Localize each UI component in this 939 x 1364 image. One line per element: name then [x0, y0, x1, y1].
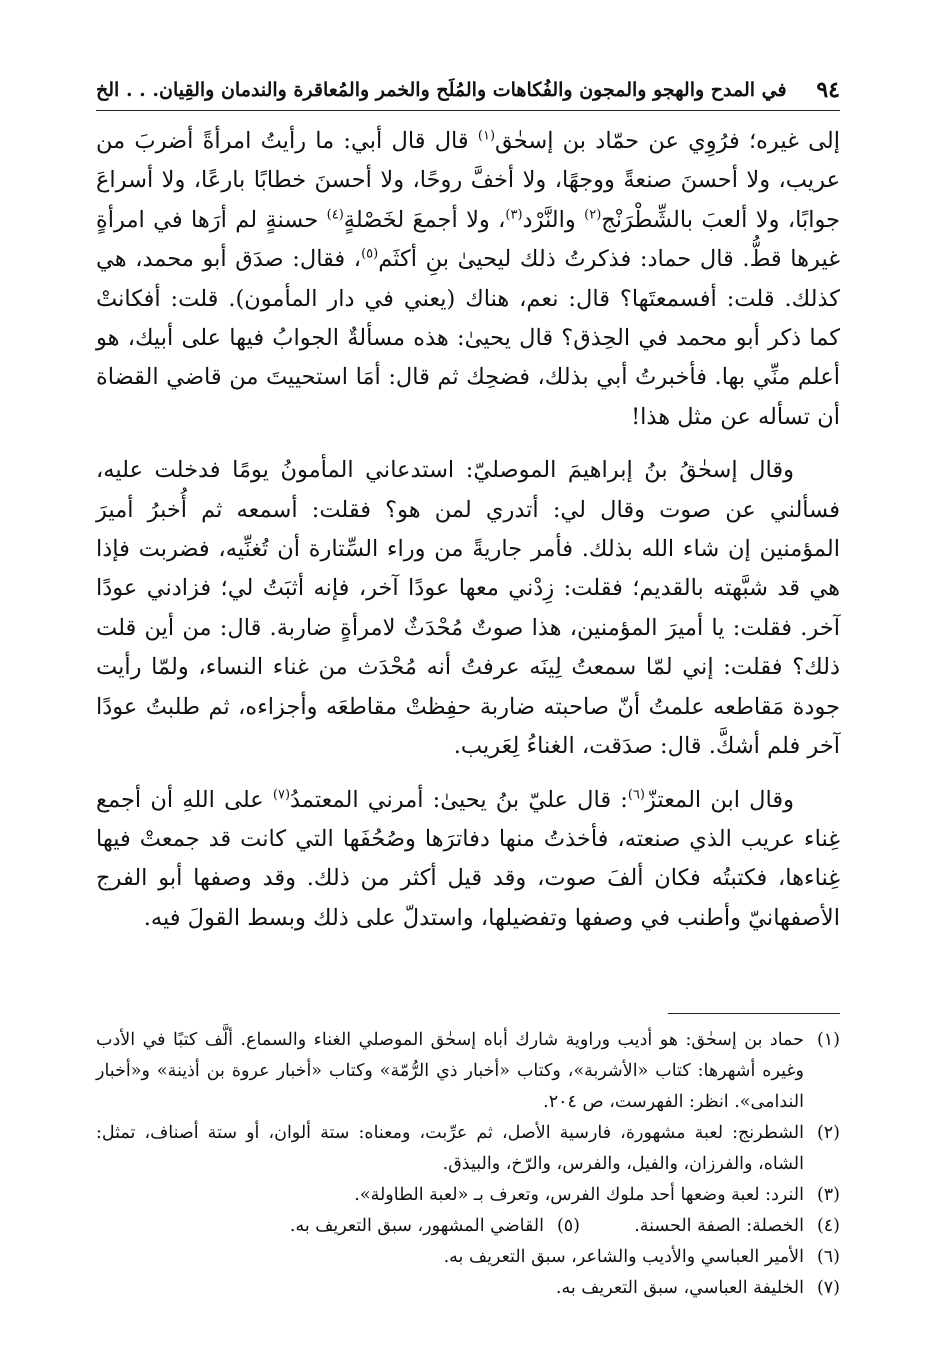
running-title: في المدح والهجو والمجون والفُكاهات والمُلَح والخمر والمُعاقرة والندمان والقِيان. . . الخ — [96, 79, 787, 101]
page-header — [96, 70, 840, 111]
footnote-text: الشطرنج: لعبة مشهورة، فارسية الأصل، ثم عرِّبت، ومعناه: ستة ألوان، أو ستة أصناف، تمثل: الشاه، والفرزان، والفيل، والفرس، والرّخ، والبيذق. — [96, 1123, 804, 1174]
footnote-5 — [290, 1211, 580, 1242]
footnote-number: (٢) — [816, 1123, 840, 1143]
footnotes — [96, 1025, 840, 1304]
footnote-number: (٧) — [816, 1278, 840, 1298]
paragraph-1-text-d: ، ولا أجمعَ لخَصْلةٍ — [343, 206, 506, 233]
footnote-text: الأمير العباسي والأديب والشاعر، سبق التعريف به. — [443, 1247, 804, 1267]
paragraph-3-text-c: على اللهِ أن أجمع غِناء عريب الذي صنعته، فأخذتُ منها دفاترَها وصُحُفَها التي كانت قد جمعتْ فيها غِناءها، فكتبتُه فكان ألفَ صوت، وقد قيل أكثر من ذلك. وقد وصفها أبو الفرج الأصفهانيّ وأطنب في وصفها وتفضيلها، واستدلّ على ذلك وبسط القولَ فيه. — [96, 786, 840, 931]
paragraph-1-text-a: إلى غيره؛ فرُوِي عن حمّاد بن إسحٰق — [495, 128, 840, 154]
paragraph-1-text-c: والنَّرْد — [522, 206, 585, 233]
paragraph-1-text-b: قال قال أبي: ما رأيتُ امرأةً أضربَ من عريب، ولا أحسنَ صنعةً ووجهًا، ولا أخفَّ روحًا، ولا أحسنَ خطابًا بارعًا، ولا أسراعَ جوابًا، ولا ألعبَ بالشِّطْرَنْج — [96, 128, 841, 233]
footnote-4 — [580, 1211, 840, 1242]
paragraph-3-text-a: وقال ابن المعتزّ — [645, 786, 794, 813]
footnote-ref-6: (٦) — [627, 787, 645, 802]
footnote-2 — [96, 1118, 840, 1180]
footnote-ref-1: (١) — [477, 128, 496, 144]
main-text — [96, 122, 840, 952]
footnote-text: الخصلة: الصفة الحسنة. — [634, 1216, 804, 1236]
paragraph-3-text-b: : قال عليّ بنُ يحيىٰ: أمرني المعتمدُ — [290, 786, 628, 813]
paragraph-1 — [96, 122, 840, 437]
footnote-text: الخليفة العباسي، سبق التعريف به. — [555, 1278, 804, 1298]
footnote-number: (١) — [816, 1030, 840, 1050]
paragraph-1-text-f: ، فقال: صدَق أبو محمد، هي كذلك. قلت: أفسمعتَها؟ قال: نعم، هناك (يعني في دار المأمون). قلت: أفكانتْ كما ذكر أبو محمد في الحِذق؟ قال يحيىٰ: هذه مسألةٌ الجوابُ فيها على أبيك، هو أعلم منِّي بها. فأخبرتُ أبي بذلك، فضحِك ثم قال: أمَا استحييتَ من قاضي القضاة أن تسأله عن مثل هذا! — [96, 246, 840, 430]
footnote-ref-3: (٣) — [505, 207, 523, 223]
footnote-divider — [668, 1013, 840, 1014]
footnote-3 — [96, 1180, 840, 1211]
page-number: ٩٤ — [816, 77, 840, 103]
paragraph-2: وقال إسحٰقُ بنُ إبراهيمَ الموصليّ: استدعاني المأمونُ يومًا فدخلت عليه، فسألني عن صوت وقال لي: أتدري لمن هو؟ فقلت: أسمعه ثم أُخبرُ أميرَ المؤمنين إن شاء الله بذلك. فأمر جاريةً من وراء السِّتارة أن تُغنِّيه، فضربت فإذا هي قد شبَّهته بالقديم؛ فقلت: زِدْني معها عودًا آخر، فإنه أثبَتُ لي؛ فزادني عودًا آخر. فقلت: يا أميرَ المؤمنين، هذا صوتٌ مُحْدَثٌ لامرأةٍ ضاربة. قال: من أين قلت ذلك؟ فقلت: إني لمّا سمعتُ لِينَه عرفتُ أنه مُحْدَث من غناء النساء، ولمّا رأيت جودة مَقاطعه علمتُ أنّ صاحبته ضاربة حفِظتْ مقاطعَه وأجزاءه، ثم طلبتُ عودًا آخر فلم أشكَّ. قال: صدَقت، الغناءُ لِعَريب. — [96, 457, 840, 760]
footnote-number: (٦) — [816, 1247, 840, 1267]
footnote-7 — [96, 1273, 840, 1304]
footnote-number: (٤) — [816, 1216, 840, 1236]
footnote-ref-2: (٢) — [584, 207, 602, 223]
footnote-ref-4: (٤) — [326, 207, 344, 223]
footnote-1 — [96, 1025, 840, 1118]
footnote-text: النرد: لعبة وضعها أحد ملوك الفرس، وتعرف بـ «لعبة الطاولة». — [354, 1185, 804, 1205]
footnote-6 — [96, 1242, 840, 1273]
footnote-row-4-5 — [96, 1211, 840, 1242]
footnote-number: (٥) — [556, 1216, 580, 1236]
footnote-text: حماد بن إسحٰق: هو أديب وراوية شارك أباه إسحٰق الموصلي الغناء والسماع. ألَّف كتبًا في الأدب وغيره أشهرها: كتاب «الأشربة»، وكتاب «أخبار ذي الرُّمّة» وكتاب «أخبار عروة بن أذينة» و«أخبار الندامى». انظر: الفهرست، ص ٢٠٤. — [96, 1030, 804, 1112]
footnote-text: القاضي المشهور، سبق التعريف به. — [289, 1216, 544, 1236]
paragraph-3 — [96, 781, 840, 939]
footnote-number: (٣) — [816, 1185, 840, 1205]
paragraph-1-text-e: حسنةٍ لم أرَها في امرأةٍ غيرها قطُّ. قال حماد: فذكرتُ ذلك ليحيىٰ بنِ أكثَم — [96, 206, 841, 273]
footnote-ref-5: (٥) — [361, 246, 379, 262]
footnote-ref-7: (٧) — [272, 787, 291, 802]
